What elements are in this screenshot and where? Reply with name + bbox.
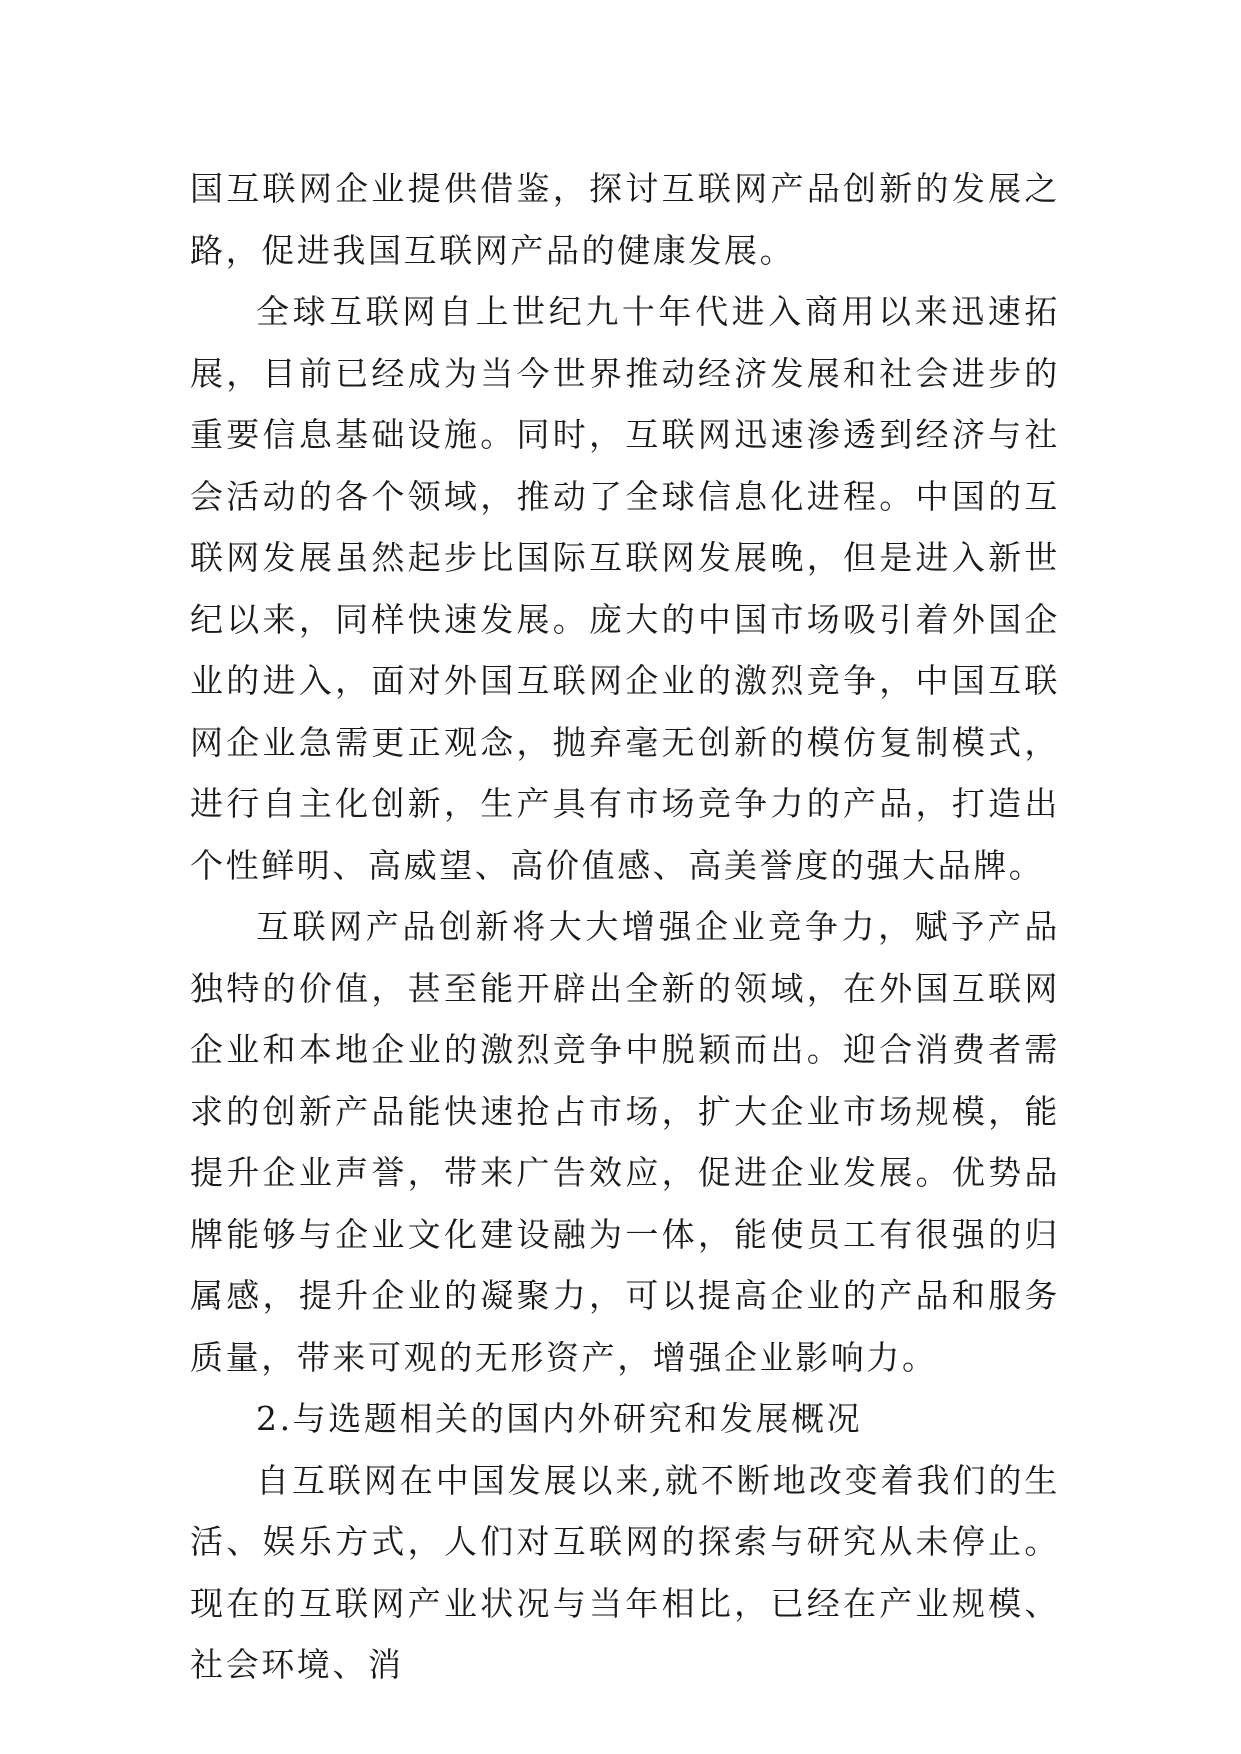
paragraph-global-internet: 全球互联网自上世纪九十年代进入商用以来迅速拓展，目前已经成为当今世界推动经济发展和社会进步的重要信息基础设施。同时，互联网迅速渗透到经济与社会活动的各个领域，推动了全球信息化进程。中国的互联网发展虽然起步比国际互联网发展晚，但是进入新世纪以来，同样快速发展。庞大的中国市场吸引着外国企业的进入，面对外国互联网企业的激烈竞争，中国互联网企业急需更正观念，抛弃毫无创新的模仿复制模式，进行自主化创新，生产具有市场竞争力的产品，打造出个性鲜明、高威望、高价值感、高美誉度的强大品牌。	[190, 292, 1060, 885]
paragraph-intro-continuation: 国互联网企业提供借鉴，探讨互联网产品创新的发展之路，促进我国互联网产品的健康发展。	[190, 169, 1060, 270]
paragraph-product-innovation: 互联网产品创新将大大增强企业竞争力，赋予产品独特的价值，甚至能开辟出全新的领域，在外国互联网企业和本地企业的激烈竞争中脱颖而出。迎合消费者需求的创新产品能快速抢占市场，扩大企业市场规模，能提升企业声誉，带来广告效应，促进企业发展。优势品牌能够与企业文化建设融为一体，能使员工有很强的归属感，提升企业的凝聚力，可以提高企业的产品和服务质量，带来可观的无形资产，增强企业影响力。	[190, 907, 1060, 1377]
paragraph-domestic-development: 自互联网在中国发展以来,就不断地改变着我们的生活、娱乐方式，人们对互联网的探索与研究从未停止。现在的互联网产业状况与当年相比，已经在产业规模、社会环境、消	[190, 1460, 1060, 1684]
section-heading-research-overview: 2.与选题相关的国内外研究和发展概况	[256, 1399, 863, 1438]
document-body	[190, 158, 1060, 1696]
